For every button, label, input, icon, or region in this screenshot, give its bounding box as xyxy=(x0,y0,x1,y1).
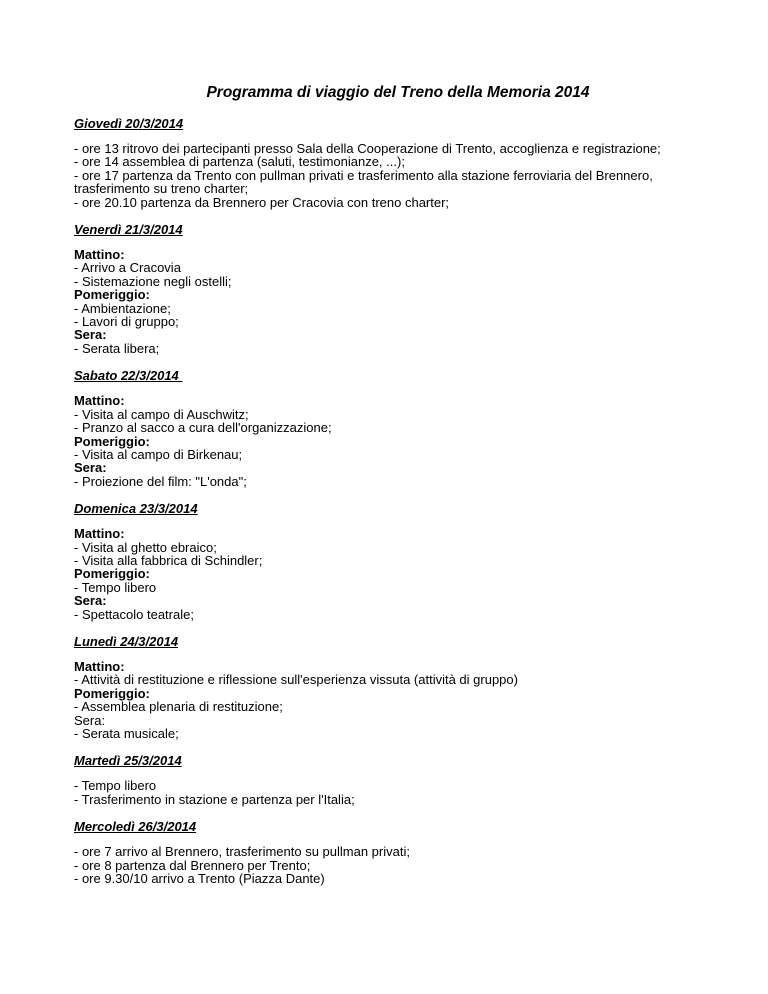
schedule-line: - Serata musicale; xyxy=(74,726,179,741)
day-body xyxy=(74,248,708,355)
schedule-line: - Tempo libero xyxy=(74,778,157,794)
time-of-day-label: Pomeriggio: xyxy=(74,566,150,582)
schedule-line: - Sistemazione negli ostelli; xyxy=(74,273,232,289)
day-body xyxy=(74,779,708,806)
schedule-line: - ore 9.30/10 arrivo a Trento (Piazza Dante) xyxy=(74,871,325,887)
day-heading: Venerdì 21/3/2014 xyxy=(74,222,183,238)
schedule-line: - ore 14 assemblea di partenza (saluti, testimonianze, ...); xyxy=(74,154,405,170)
schedule-line: - Spettacolo teatrale; xyxy=(74,606,194,622)
time-of-day-label: Sera: xyxy=(74,460,107,476)
schedule-line: - Visita al ghetto ebraico; xyxy=(74,539,217,555)
day-section xyxy=(74,222,708,355)
schedule-line: - Attività di restituzione e riflessione sull'esperienza vissuta (attività di gruppo) xyxy=(74,672,518,688)
schedule-line: - Assemblea plenaria di restituzione; xyxy=(74,699,283,715)
day-section xyxy=(74,819,708,885)
day-section xyxy=(74,753,708,806)
day-heading: Sabato 22/3/2014 xyxy=(74,368,183,384)
schedule-line: - Ambientazione; xyxy=(74,300,171,316)
day-body xyxy=(74,845,708,885)
day-heading: Giovedì 20/3/2014 xyxy=(74,116,184,131)
schedule-line: - Serata libera; xyxy=(74,340,160,356)
schedule-line: - Visita al campo di Auschwitz; xyxy=(74,406,249,422)
schedule-line: - Lavori di gruppo; xyxy=(74,314,179,330)
time-of-day-label: Mattino: xyxy=(74,658,125,674)
day-heading: Mercoledì 26/3/2014 xyxy=(74,819,197,835)
schedule-line: - ore 17 partenza da Trento con pullman privati e trasferimento alla stazione ferroviaria del Brennero, xyxy=(74,167,653,183)
day-section xyxy=(74,116,708,209)
schedule-line: - Visita al campo di Birkenau; xyxy=(74,446,243,462)
schedule-line: - Trasferimento in stazione e partenza per l'Italia; xyxy=(74,791,355,807)
time-of-day-label: Mattino: xyxy=(74,393,125,409)
day-body xyxy=(74,394,708,488)
time-of-day-label: Pomeriggio: xyxy=(74,685,150,701)
day-section xyxy=(74,368,708,488)
day-body xyxy=(74,142,708,209)
day-heading: Domenica 23/3/2014 xyxy=(74,501,198,517)
schedule-line: - ore 13 ritrovo dei partecipanti presso Sala della Cooperazione di Trento, accoglienza e registrazione; xyxy=(74,141,661,156)
schedule-line: - ore 8 partenza dal Brennero per Trento; xyxy=(74,857,311,873)
schedule-line: - Arrivo a Cracovia xyxy=(74,260,181,276)
time-of-day-label: Mattino: xyxy=(74,247,125,263)
day-body xyxy=(74,660,708,740)
time-of-day-label: Mattino: xyxy=(74,526,125,542)
day-body xyxy=(74,527,708,621)
day-section xyxy=(74,634,708,740)
day-heading: Martedì 25/3/2014 xyxy=(74,753,182,769)
time-of-day-label: Sera: xyxy=(74,593,107,609)
time-of-day-label: Sera: xyxy=(74,327,107,343)
schedule-line: trasferimento su treno charter; xyxy=(74,181,249,197)
schedule-line: - Pranzo al sacco a cura dell'organizzazione; xyxy=(74,420,332,436)
document-title: Programma di viaggio del Treno della Memoria 2014 xyxy=(206,84,590,101)
day-section xyxy=(74,501,708,621)
time-of-day-label: Pomeriggio: xyxy=(74,287,150,303)
schedule-line: - ore 7 arrivo al Brennero, trasferimento su pullman privati; xyxy=(74,844,410,860)
schedule-line: - Visita alla fabbrica di Schindler; xyxy=(74,552,263,568)
schedule-line: - Tempo libero xyxy=(74,579,157,595)
schedule-line: Sera: xyxy=(74,712,106,728)
day-heading: Lunedì 24/3/2014 xyxy=(74,633,179,649)
time-of-day-label: Pomeriggio: xyxy=(74,433,150,449)
schedule xyxy=(74,116,708,885)
schedule-line: - Proiezione del film: "L'onda"; xyxy=(74,473,247,489)
schedule-line: - ore 20.10 partenza da Brennero per Cracovia con treno charter; xyxy=(74,194,450,210)
